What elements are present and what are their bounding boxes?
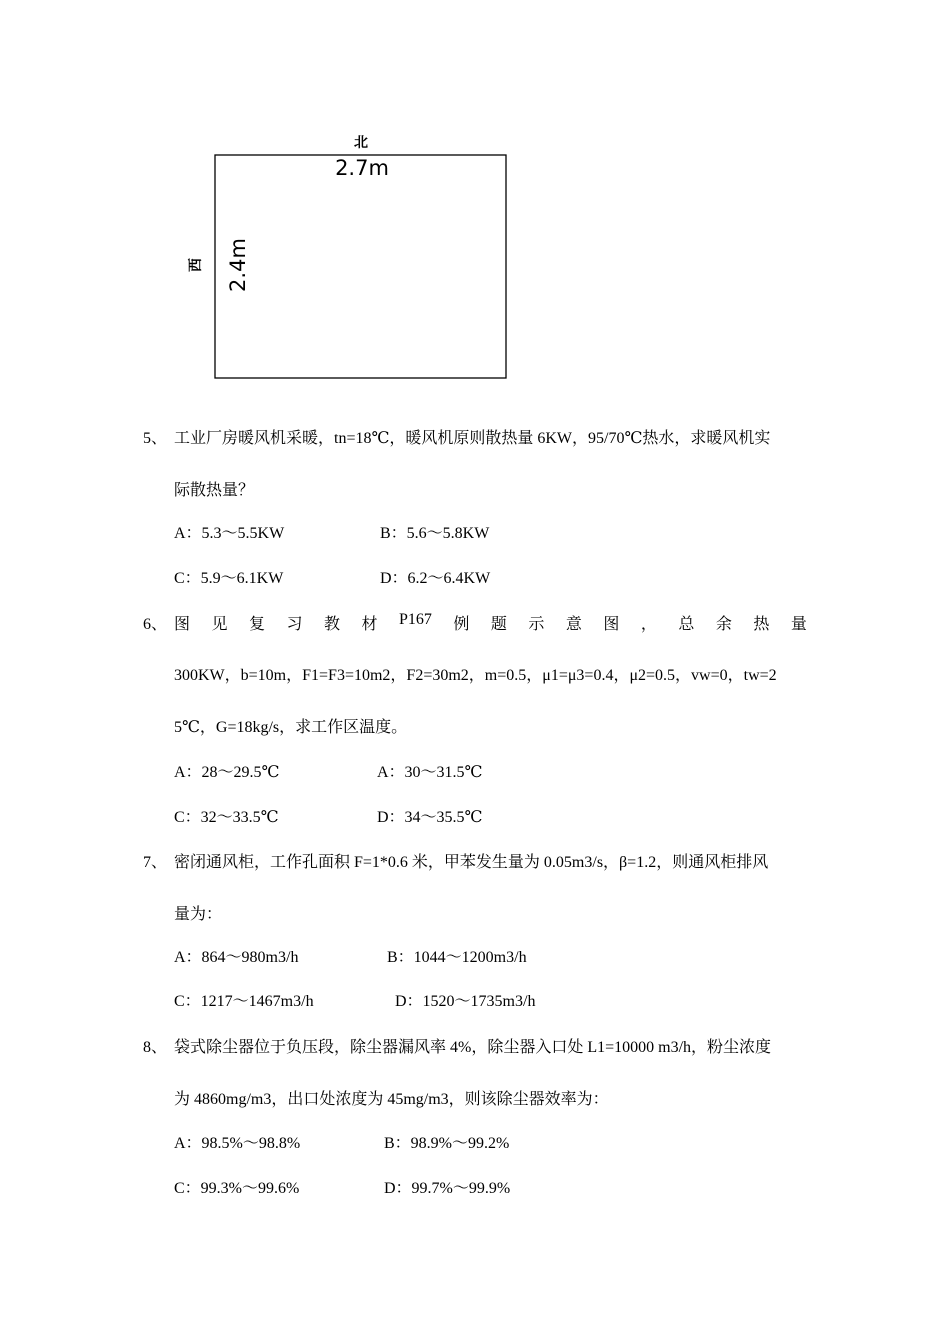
word: 材 (361, 616, 378, 633)
room-plan-svg (185, 125, 525, 395)
question-text-line: 袋式除尘器位于负压段，除尘器漏风率 4%，除尘器入口处 L1=10000 m3/h，粉尘浓度 (174, 1039, 772, 1056)
word: ， (640, 616, 657, 633)
word: 图 (174, 616, 191, 633)
room-plan-diagram (185, 125, 525, 395)
option-a: A：864～980m3/h (174, 949, 299, 966)
north-label: 北 (354, 135, 368, 151)
word: P167 (399, 611, 432, 628)
option-a: A：5.3～5.5KW (174, 525, 285, 542)
question-number: 8、 (143, 1039, 168, 1056)
option-d: D：99.7%～99.9% (384, 1180, 511, 1197)
word: 图 (603, 616, 620, 633)
room-outline (215, 155, 506, 378)
word: 总 (678, 616, 695, 633)
option-b: B：1044～1200m3/h (387, 949, 527, 966)
option-a: A：98.5%～98.8% (174, 1135, 301, 1152)
width-dimension-label: 2.7m (335, 156, 389, 180)
option-a: A：28～29.5℃ (174, 764, 280, 781)
word: 热 (753, 616, 770, 633)
option-c: C：1217～1467m3/h (174, 993, 314, 1010)
question-text-line: 量为： (174, 906, 223, 923)
question-text-line: 为 4860mg/m3，出口处浓度为 45mg/m3，则该除尘器效率为： (174, 1091, 609, 1108)
option-b: B：5.6～5.8KW (380, 525, 490, 542)
word: 教 (324, 616, 341, 633)
word: 量 (790, 616, 807, 633)
option-d: D：34～35.5℃ (377, 809, 483, 826)
question-text-line-justified (174, 611, 807, 634)
option-b: B：98.9%～99.2% (384, 1135, 510, 1152)
west-label: 西 (188, 258, 204, 272)
question-text-line: 300KW，b=10m，F1=F3=10m2，F2=30m2，m=0.5，μ1=μ3=0.4，μ2=0.5，vw=0，tw=2 (174, 667, 777, 684)
word: 复 (249, 616, 266, 633)
word: 题 (490, 616, 507, 633)
question-text-line: 5℃，G=18kg/s，求工作区温度。 (174, 719, 408, 736)
word: 见 (211, 616, 228, 633)
word: 习 (286, 616, 303, 633)
word: 示 (528, 616, 545, 633)
height-dimension-label: 2.4m (226, 238, 250, 292)
option-b: A：30～31.5℃ (377, 764, 483, 781)
question-number: 5、 (143, 430, 168, 447)
word: 意 (565, 616, 582, 633)
question-number: 6、 (143, 616, 168, 633)
question-number: 7、 (143, 854, 168, 871)
option-c: C：99.3%～99.6% (174, 1180, 300, 1197)
option-d: D：6.2～6.4KW (380, 570, 491, 587)
word: 例 (453, 616, 470, 633)
question-text-line: 际散热量？ (174, 482, 255, 499)
option-c: C：5.9～6.1KW (174, 570, 284, 587)
question-text-line: 密闭通风柜，工作孔面积 F=1*0.6 米，甲苯发生量为 0.05m3/s，β=1.2，则通风柜排风 (174, 854, 769, 871)
option-c: C：32～33.5℃ (174, 809, 279, 826)
word: 余 (715, 616, 732, 633)
question-text-line: 工业厂房暖风机采暖，tn=18℃，暖风机原则散热量 6KW，95/70℃热水，求暖风机实 (174, 430, 771, 447)
option-d: D：1520～1735m3/h (395, 993, 536, 1010)
